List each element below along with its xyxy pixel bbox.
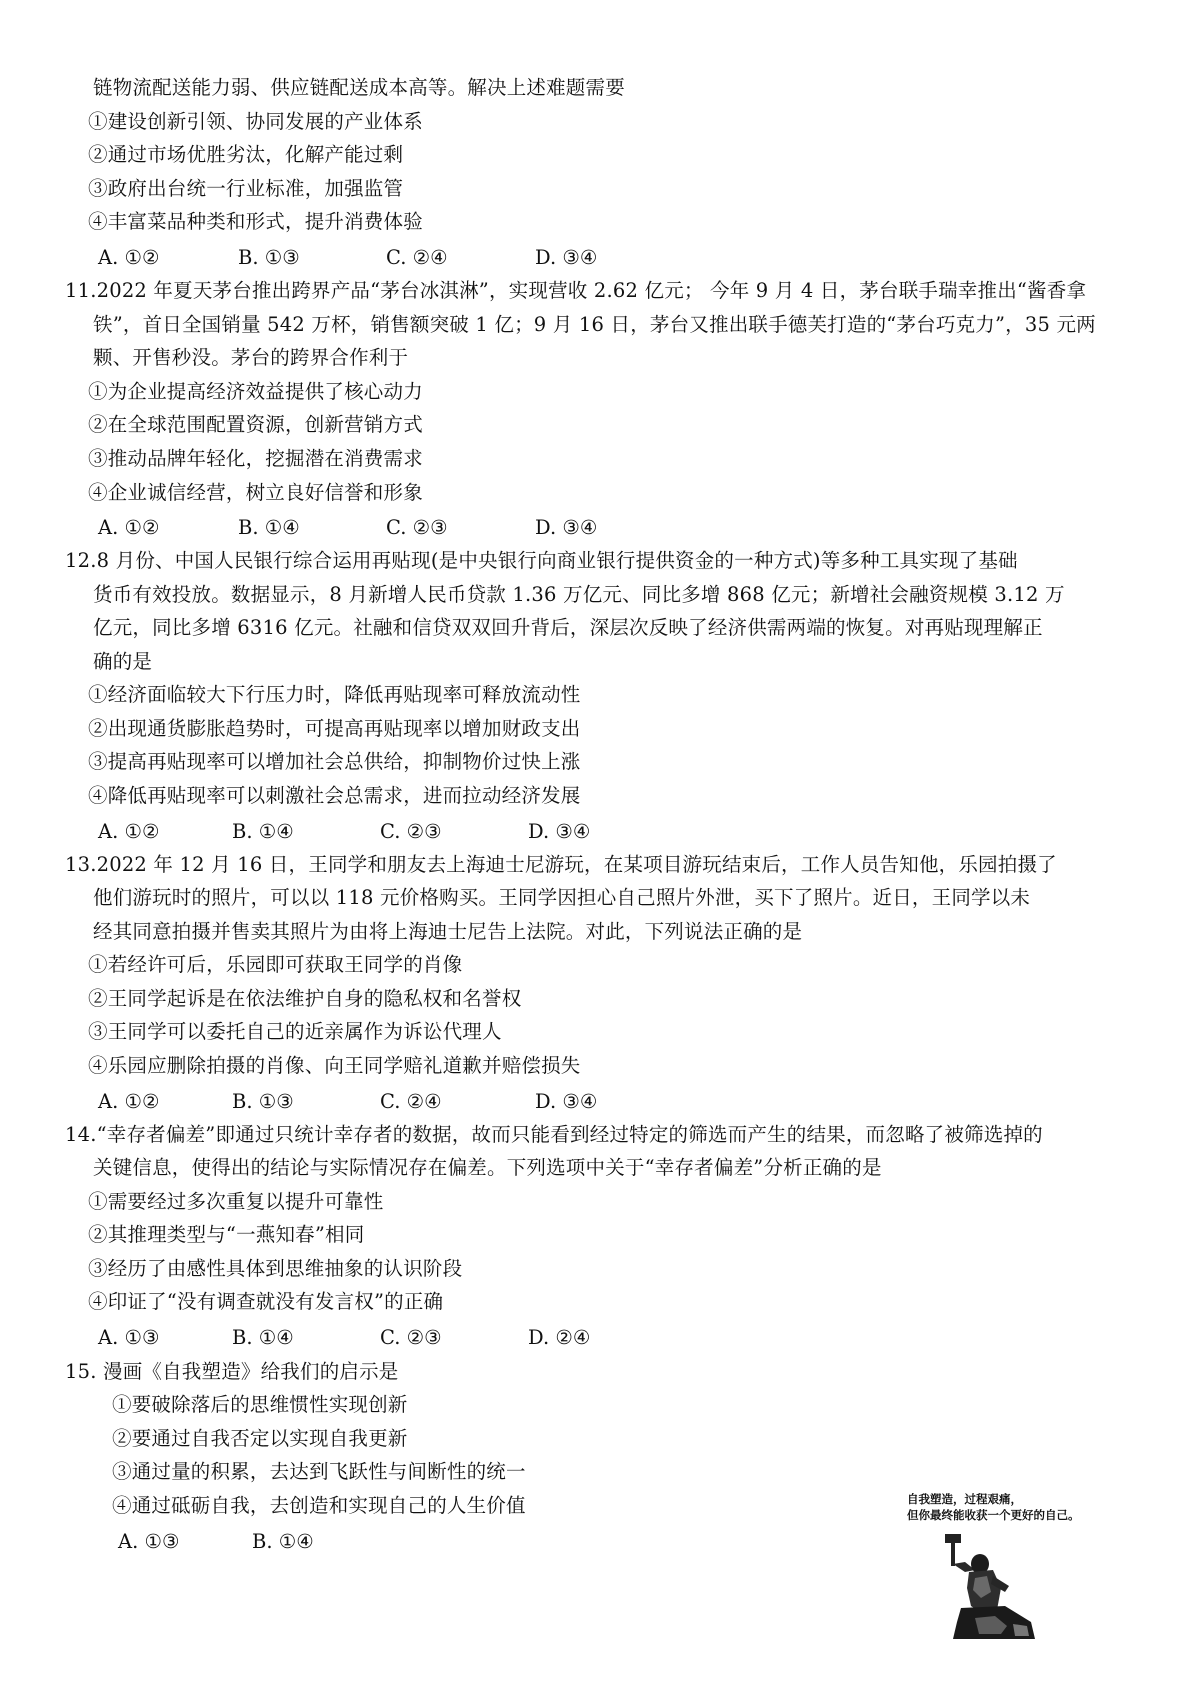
q12-stem-line-4: 确的是	[93, 650, 153, 673]
q14-option-a: A. ①③	[98, 1326, 160, 1349]
q13-item-4: ④乐园应删除拍摄的肖像、向王同学赔礼道歉并赔偿损失	[88, 1054, 581, 1077]
q14-stem-line-1: 14.“幸存者偏差”即通过只统计幸存者的数据，故而只能看到经过特定的筛选而产生的结果，而忽略了被筛选掉的	[65, 1123, 1043, 1146]
q15-option-a: A. ①③	[118, 1530, 180, 1553]
q12-option-a: A. ①②	[98, 820, 160, 843]
q12-item-1: ①经济面临较大下行压力时，降低再贴现率可释放流动性	[88, 683, 581, 706]
q12-stem-line-3: 亿元，同比多增 6316 亿元。社融和信贷双双回升背后，深层次反映了经济供需两端的恢复。对再贴现理解正	[93, 616, 1043, 639]
q14-option-d: D. ②④	[528, 1326, 591, 1349]
sculptor-figure-illustration	[935, 1526, 1065, 1641]
q15-option-b: B. ①④	[252, 1530, 314, 1553]
q13-stem-line-2: 他们游玩时的照片，可以以 118 元价格购买。王同学因担心自己照片外泄，买下了照片。近日，王同学以未	[93, 886, 1031, 909]
q11-option-d: D. ③④	[535, 516, 598, 539]
q10-stem-continuation: 链物流配送能力弱、供应链配送成本高等。解决上述难题需要	[93, 76, 625, 99]
q13-option-d: D. ③④	[535, 1090, 598, 1113]
q10-option-d: D. ③④	[535, 246, 598, 269]
q12-option-b: B. ①④	[232, 820, 294, 843]
q11-stem-line-3: 颗、开售秒没。茅台的跨界合作利于	[93, 346, 409, 369]
q14-item-3: ③经历了由感性具体到思维抽象的认识阶段	[88, 1257, 463, 1280]
q12-stem-line-1: 12.8 月份、中国人民银行综合运用再贴现(是中央银行向商业银行提供资金的一种方式)等多种工具实现了基础	[65, 549, 1018, 572]
q12-item-4: ④降低再贴现率可以刺激社会总需求，进而拉动经济发展	[88, 784, 581, 807]
q14-item-4: ④印证了“没有调查就没有发言权”的正确	[88, 1290, 444, 1313]
q12-option-c: C. ②③	[380, 820, 442, 843]
q13-option-b: B. ①③	[232, 1090, 294, 1113]
q11-option-b: B. ①④	[238, 516, 300, 539]
self-shaping-cartoon	[895, 1490, 1105, 1640]
cartoon-caption-line-1: 自我塑造，过程艰痛，	[907, 1492, 1022, 1506]
q14-stem-line-2: 关键信息，使得出的结论与实际情况存在偏差。下列选项中关于“幸存者偏差”分析正确的是	[93, 1156, 882, 1179]
q14-item-1: ①需要经过多次重复以提升可靠性	[88, 1190, 384, 1213]
q11-stem-line-2: 铁”，首日全国销量 542 万杯，销售额突破 1 亿；9 月 16 日，茅台又推出联手德芙打造的“茅台巧克力”，35 元两	[93, 313, 1096, 336]
q13-item-1: ①若经许可后，乐园即可获取王同学的肖像	[88, 953, 463, 976]
q10-item-3: ③政府出台统一行业标准，加强监管	[88, 177, 404, 200]
q14-option-b: B. ①④	[232, 1326, 294, 1349]
q11-option-c: C. ②③	[386, 516, 448, 539]
q11-item-4: ④企业诚信经营，树立良好信誉和形象	[88, 481, 423, 504]
cartoon-caption-line-2: 但你最终能收获一个更好的自己。	[907, 1508, 1080, 1522]
q11-item-1: ①为企业提高经济效益提供了核心动力	[88, 380, 423, 403]
q12-stem-line-2: 货币有效投放。数据显示，8 月新增人民币贷款 1.36 万亿元、同比多增 868 亿元；新增社会融资规模 3.12 万	[93, 583, 1065, 606]
q15-item-2: ②要通过自我否定以实现自我更新	[112, 1427, 408, 1450]
q10-item-4: ④丰富菜品种类和形式，提升消费体验	[88, 210, 423, 233]
q11-option-a: A. ①②	[98, 516, 160, 539]
q12-item-2: ②出现通货膨胀趋势时，可提高再贴现率以增加财政支出	[88, 717, 581, 740]
q13-item-2: ②王同学起诉是在依法维护自身的隐私权和名誉权	[88, 987, 522, 1010]
q13-option-c: C. ②④	[380, 1090, 442, 1113]
q12-item-3: ③提高再贴现率可以增加社会总供给，抑制物价过快上涨	[88, 750, 581, 773]
q15-item-3: ③通过量的积累，去达到飞跃性与间断性的统一	[112, 1460, 526, 1483]
q10-option-c: C. ②④	[386, 246, 448, 269]
q10-option-a: A. ①②	[98, 246, 160, 269]
q11-item-3: ③推动品牌年轻化，挖掘潜在消费需求	[88, 447, 423, 470]
q13-item-3: ③王同学可以委托自己的近亲属作为诉讼代理人	[88, 1020, 502, 1043]
q13-option-a: A. ①②	[98, 1090, 160, 1113]
q15-stem: 15. 漫画《自我塑造》给我们的启示是	[65, 1360, 399, 1383]
q13-stem-line-1: 13.2022 年 12 月 16 日，王同学和朋友去上海迪士尼游玩，在某项目游玩结束后，工作人员告知他，乐园拍摄了	[65, 853, 1057, 876]
q11-stem-line-1: 11.2022 年夏天茅台推出跨界产品“茅台冰淇淋”，实现营收 2.62 亿元； 今年 9 月 4 日，茅台联手瑞幸推出“酱香拿	[65, 279, 1087, 302]
q10-item-2: ②通过市场优胜劣汰，化解产能过剩	[88, 143, 404, 166]
q10-item-1: ①建设创新引领、协同发展的产业体系	[88, 110, 423, 133]
q10-option-b: B. ①③	[238, 246, 300, 269]
q14-option-c: C. ②③	[380, 1326, 442, 1349]
q15-item-1: ①要破除落后的思维惯性实现创新	[112, 1393, 408, 1416]
q13-stem-line-3: 经其同意拍摄并售卖其照片为由将上海迪士尼告上法院。对此，下列说法正确的是	[93, 920, 803, 943]
q12-option-d: D. ③④	[528, 820, 591, 843]
q11-item-2: ②在全球范围配置资源，创新营销方式	[88, 413, 423, 436]
q14-item-2: ②其推理类型与“一燕知春”相同	[88, 1223, 365, 1246]
q15-item-4: ④通过砥砺自我，去创造和实现自己的人生价值	[112, 1494, 526, 1517]
